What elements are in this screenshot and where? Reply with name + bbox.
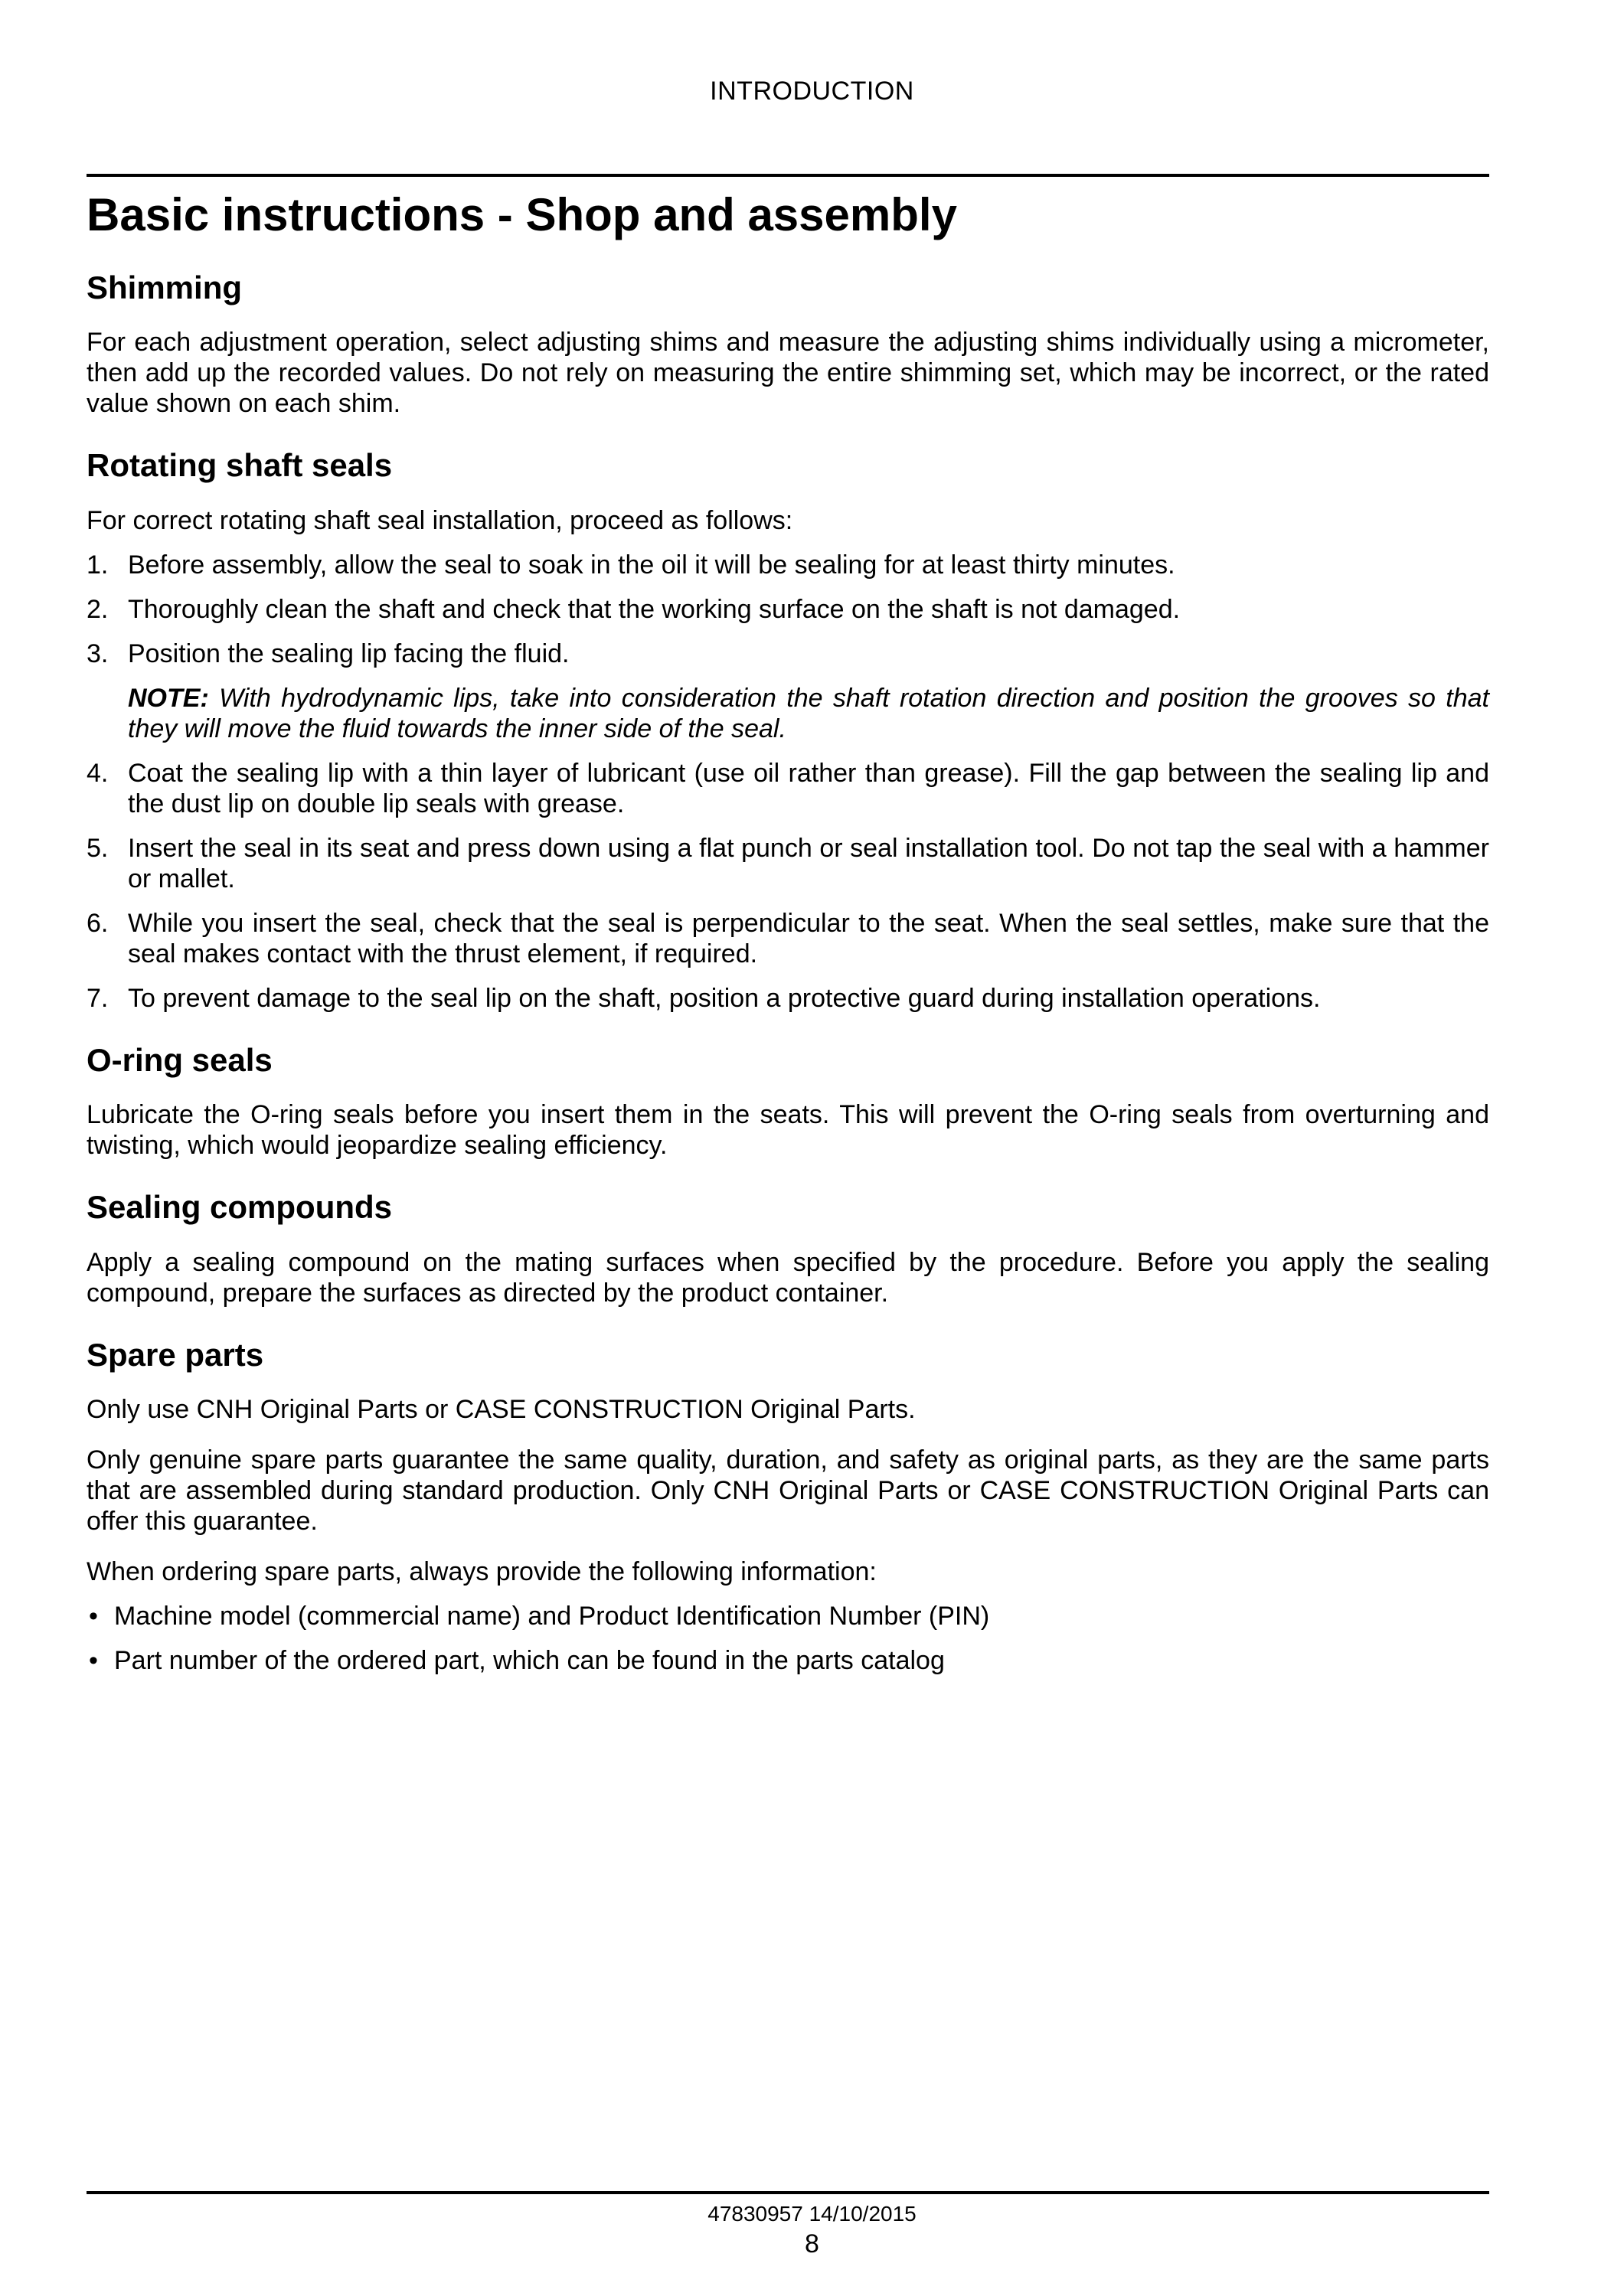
sealing-compounds-text: Apply a sealing compound on the mating surfaces when specified by the procedure. Before you apply the sealing compound, prepare the surfaces as directed by the product container.	[87, 1247, 1489, 1308]
list-item	[87, 908, 1489, 969]
step-text: While you insert the seal, check that the seal is perpendicular to the seat. When the seal settles, make sure that the seal makes contact with the thrust element, if required.	[128, 908, 1489, 968]
shaft-seal-steps	[87, 550, 1489, 669]
list-item	[87, 1645, 1489, 1676]
bullet-icon: •	[89, 1645, 98, 1675]
list-item	[87, 1601, 1489, 1631]
step-text: To prevent damage to the seal lip on the shaft, position a protective guard during installation operations.	[128, 983, 1321, 1013]
bullet-text: Part number of the ordered part, which can be found in the parts catalog	[114, 1645, 945, 1675]
step-number: 2.	[87, 594, 109, 624]
step-text: Position the sealing lip facing the fluid.	[128, 639, 570, 668]
heading-rotating-shaft-seals: Rotating shaft seals	[87, 447, 393, 484]
spare-parts-text-1: Only use CNH Original Parts or CASE CONSTRUCTION Original Parts.	[87, 1394, 916, 1424]
note-label: NOTE:	[128, 683, 209, 713]
step-number: 5.	[87, 833, 109, 863]
shaft-seal-steps-continued	[87, 758, 1489, 1014]
step-number: 1.	[87, 550, 109, 580]
bullet-text: Machine model (commercial name) and Product Identification Number (PIN)	[114, 1601, 990, 1631]
footer-rule	[87, 2191, 1489, 2194]
step-number: 6.	[87, 908, 109, 938]
heading-o-ring-seals: O-ring seals	[87, 1041, 273, 1078]
note	[87, 683, 1489, 744]
list-item	[87, 550, 1489, 580]
step-text: Before assembly, allow the seal to soak in the oil it will be sealing for at least thirty minutes.	[128, 550, 1175, 580]
list-item	[87, 594, 1489, 625]
running-header: INTRODUCTION	[710, 77, 914, 106]
spare-parts-text-3: When ordering spare parts, always provide the following information:	[87, 1556, 877, 1586]
shaft-seals-intro: For correct rotating shaft seal installation, proceed as follows:	[87, 505, 793, 535]
title-rule	[87, 174, 1489, 177]
bullet-icon: •	[89, 1601, 98, 1631]
step-text: Coat the sealing lip with a thin layer of lubricant (use oil rather than grease). Fill the gap between the sealing lip and the dust lip on double lip seals with grease.	[128, 758, 1489, 818]
step-text: Insert the seal in its seat and press down using a flat punch or seal installation tool. Do not tap the seal with a hammer or mallet.	[128, 833, 1489, 893]
heading-spare-parts: Spare parts	[87, 1336, 264, 1373]
o-ring-text: Lubricate the O-ring seals before you insert them in the seats. This will prevent the O-ring seals from overturning and twisting, which would jeopardize sealing efficiency.	[87, 1100, 1489, 1161]
step-number: 4.	[87, 758, 109, 788]
heading-sealing-compounds: Sealing compounds	[87, 1189, 393, 1226]
step-number: 7.	[87, 983, 109, 1013]
page-content	[87, 174, 1489, 1690]
spare-parts-text-2: Only genuine spare parts guarantee the same quality, duration, and safety as original parts, as they are the same parts that are assembled during standard production. Only CNH Original Parts or CASE CONSTRUCTION Original Parts can offer this guarantee.	[87, 1445, 1489, 1536]
note-text: With hydrodynamic lips, take into consideration the shaft rotation direction and position the grooves so that they will move the fluid towards the inner side of the seal.	[128, 683, 1489, 743]
list-item	[87, 833, 1489, 894]
page-title: Basic instructions - Shop and assembly	[87, 189, 957, 240]
list-item	[87, 983, 1489, 1014]
shimming-text: For each adjustment operation, select adjusting shims and measure the adjusting shims individually using a micrometer, then add up the recorded values. Do not rely on measuring the entire shimming set, which may be incorrect, or the rated value shown on each shim.	[87, 328, 1489, 419]
ordering-info-list	[87, 1601, 1489, 1676]
list-item	[87, 639, 1489, 669]
step-number: 3.	[87, 639, 109, 668]
list-item	[87, 758, 1489, 819]
step-text: Thoroughly clean the shaft and check that the working surface on the shaft is not damaged.	[128, 594, 1181, 624]
page-number: 8	[805, 2229, 819, 2258]
heading-shimming: Shimming	[87, 269, 243, 305]
footer-doc-reference: 47830957 14/10/2015	[707, 2202, 917, 2226]
